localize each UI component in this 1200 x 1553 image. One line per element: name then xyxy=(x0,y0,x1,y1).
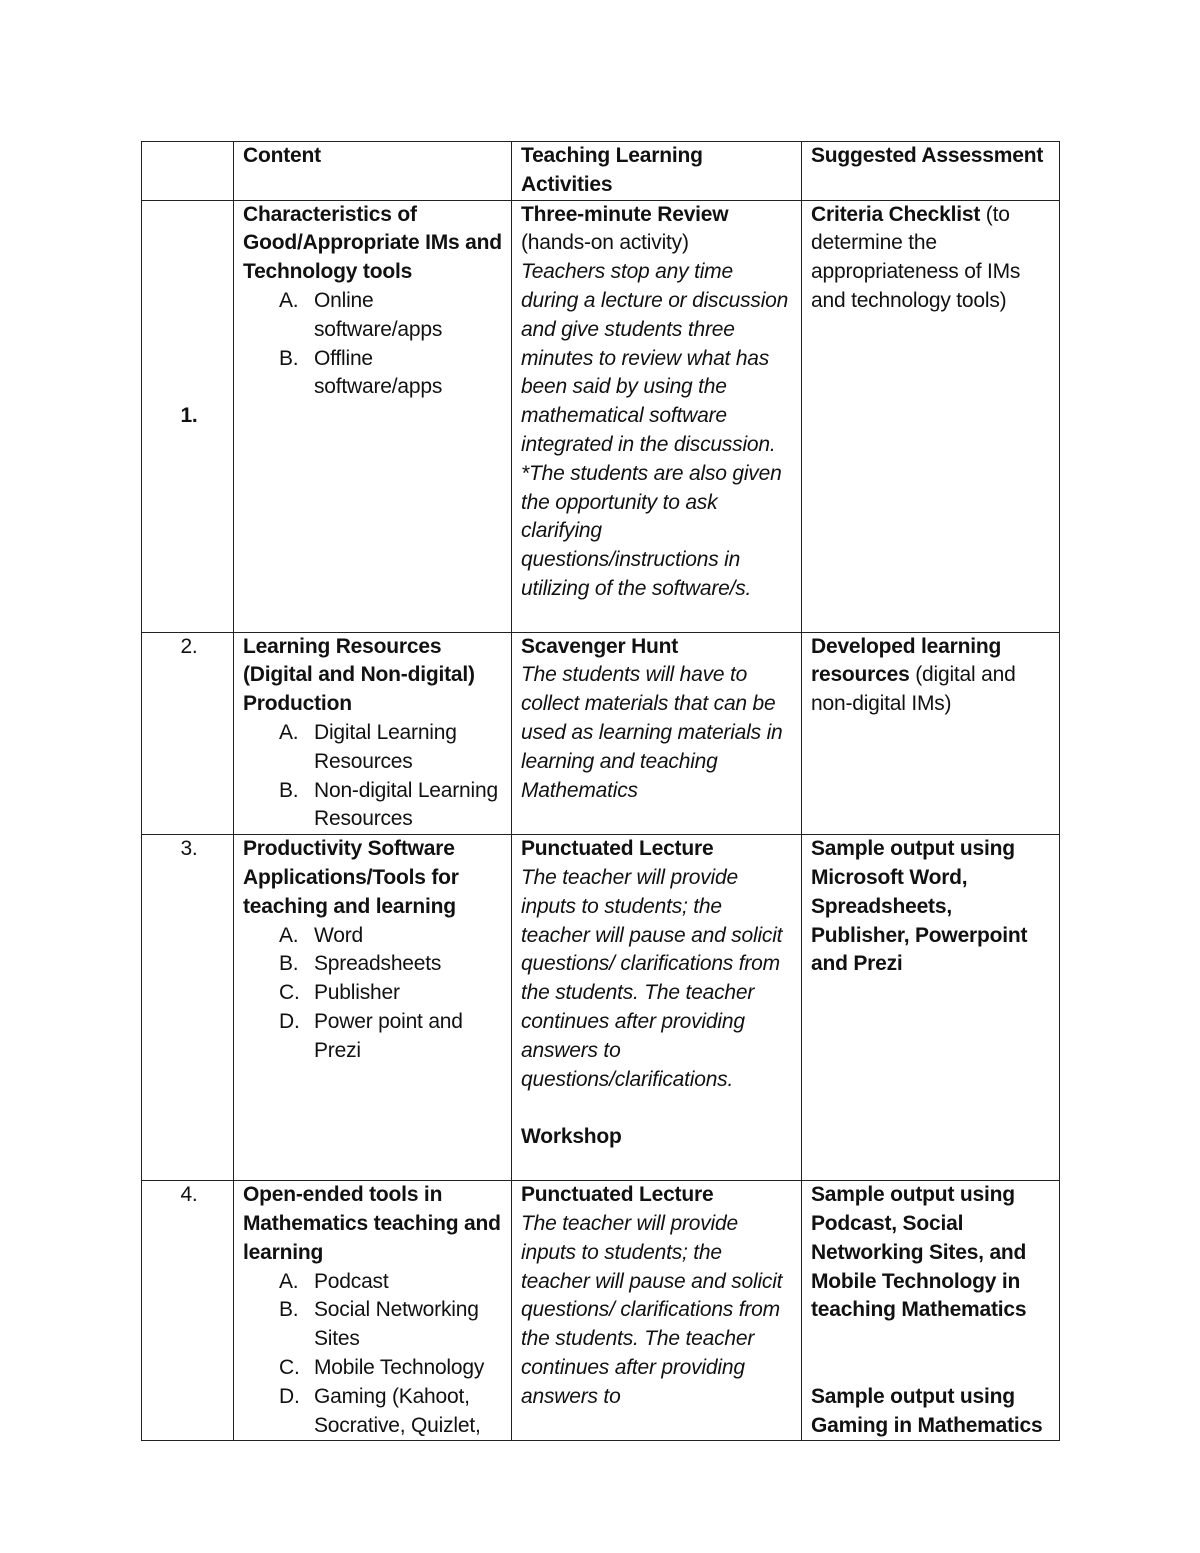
header-activities: Teaching Learning Activities xyxy=(512,142,802,201)
list-marker: B. xyxy=(279,346,299,370)
list-item xyxy=(243,1008,505,1066)
header-content: Content xyxy=(234,142,512,201)
assessment-detail: (digital and non-digital IMs) xyxy=(811,663,1016,716)
list-item xyxy=(243,979,505,1008)
activity-cell xyxy=(512,835,802,1181)
list-item-text: Gaming (Kahoot, Socrative, Quizlet, xyxy=(314,1384,481,1437)
content-list xyxy=(243,287,505,402)
assessment-title: Sample output using Podcast, Social Networking Sites, and Mobile Technology in teaching Mathematics xyxy=(811,1183,1027,1322)
list-item-text: Offline software/apps xyxy=(314,346,443,399)
assessment-title: Developed learning resources xyxy=(811,634,1002,687)
activity-description: The students will have to collect materials that can be used as learning materials in learning and teaching Mathematics xyxy=(521,663,783,802)
activity-title: Scavenger Hunt xyxy=(521,634,679,658)
list-item xyxy=(243,719,505,777)
assessment-cell xyxy=(802,200,1060,632)
list-marker: A. xyxy=(279,923,299,947)
list-marker: A. xyxy=(279,288,299,312)
list-marker: C. xyxy=(279,1355,300,1379)
assessment-detail: (to determine the appropriateness of IMs and technology tools) xyxy=(811,202,1021,312)
activity-description: The teacher will provide inputs to students; the teacher will pause and solicit questions/ clarifications from the students. The teacher continues after providing answers to questions/clarifications. xyxy=(521,865,783,1091)
header-assessment: Suggested Assessment xyxy=(802,142,1060,201)
table-row xyxy=(142,632,1060,835)
table-row xyxy=(142,1181,1060,1441)
activity-description: The teacher will provide inputs to students; the teacher will pause and solicit questions/ clarifications from the students. The teacher continues after providing answers to xyxy=(521,1211,783,1408)
list-item xyxy=(243,1268,505,1297)
assessment-cell xyxy=(802,632,1060,835)
activity-description: Teachers stop any time during a lecture or discussion and give students three minutes to review what has been said by using the mathematical software integrated in the discussion. *The students are also given the opportunity to ask clarifying questions/instructions in utilizing of the software/s. xyxy=(521,260,789,600)
list-item-text: Social Networking Sites xyxy=(314,1298,479,1351)
list-item xyxy=(243,777,505,835)
content-cell xyxy=(234,632,512,835)
list-item-text: Publisher xyxy=(314,981,400,1005)
activity-cell xyxy=(512,632,802,835)
list-item xyxy=(243,1383,505,1441)
activity-title: Punctuated Lecture xyxy=(521,1183,714,1207)
list-item-text: Digital Learning Resources xyxy=(314,720,457,773)
row-number: 1. xyxy=(142,200,234,632)
activity-cell xyxy=(512,1181,802,1441)
assessment-cell xyxy=(802,1181,1060,1441)
list-marker: C. xyxy=(279,981,300,1005)
content-title: Productivity Software Applications/Tools for teaching and learning xyxy=(243,837,459,918)
activity-note: (hands-on activity) xyxy=(521,231,689,255)
activity-title: Three-minute Review xyxy=(521,202,729,226)
table-row xyxy=(142,200,1060,632)
lesson-plan-table xyxy=(141,141,1060,1441)
row-number: 4. xyxy=(142,1181,234,1441)
list-marker: D. xyxy=(279,1009,300,1033)
content-title: Open-ended tools in Mathematics teaching and learning xyxy=(243,1183,501,1264)
table-row xyxy=(142,835,1060,1181)
list-item-text: Word xyxy=(314,923,363,947)
list-item xyxy=(243,950,505,979)
assessment-title-secondary: Sample output using Gaming in Mathematics xyxy=(811,1384,1043,1437)
list-marker: D. xyxy=(279,1384,300,1408)
table-header-row xyxy=(142,142,1060,201)
list-item-text: Online software/apps xyxy=(314,288,443,341)
activity-title: Punctuated Lecture xyxy=(521,837,714,861)
assessment-cell xyxy=(802,835,1060,1181)
spacer xyxy=(521,1094,795,1123)
list-item-text: Podcast xyxy=(314,1269,389,1293)
list-marker: A. xyxy=(279,1269,299,1293)
content-title: Learning Resources (Digital and Non-digital) Production xyxy=(243,634,475,716)
content-list xyxy=(243,922,505,1066)
activity-title-secondary: Workshop xyxy=(521,1125,622,1149)
assessment-title: Criteria Checklist xyxy=(811,202,981,226)
list-item xyxy=(243,922,505,951)
list-item-text: Spreadsheets xyxy=(314,952,442,976)
list-item-text: Power point and Prezi xyxy=(314,1009,463,1062)
content-list xyxy=(243,719,505,834)
list-marker: B. xyxy=(279,778,299,802)
list-item xyxy=(243,1354,505,1383)
content-cell xyxy=(234,1181,512,1441)
header-number xyxy=(142,142,234,201)
list-item-text: Mobile Technology xyxy=(314,1355,485,1379)
activity-cell xyxy=(512,200,802,632)
list-marker: A. xyxy=(279,720,299,744)
row-number: 2. xyxy=(142,632,234,835)
content-list xyxy=(243,1268,505,1441)
list-marker: B. xyxy=(279,952,299,976)
list-item xyxy=(243,1296,505,1354)
list-item xyxy=(243,287,505,345)
content-cell xyxy=(234,835,512,1181)
assessment-title: Sample output using Microsoft Word, Spreadsheets, Publisher, Powerpoint and Prezi xyxy=(811,837,1028,976)
list-item xyxy=(243,345,505,403)
content-cell xyxy=(234,200,512,632)
spacer xyxy=(811,1325,1053,1383)
list-marker: B. xyxy=(279,1298,299,1322)
row-number: 3. xyxy=(142,835,234,1181)
content-title: Characteristics of Good/Appropriate IMs and Technology tools xyxy=(243,202,502,284)
list-item-text: Non-digital Learning Resources xyxy=(314,778,498,831)
